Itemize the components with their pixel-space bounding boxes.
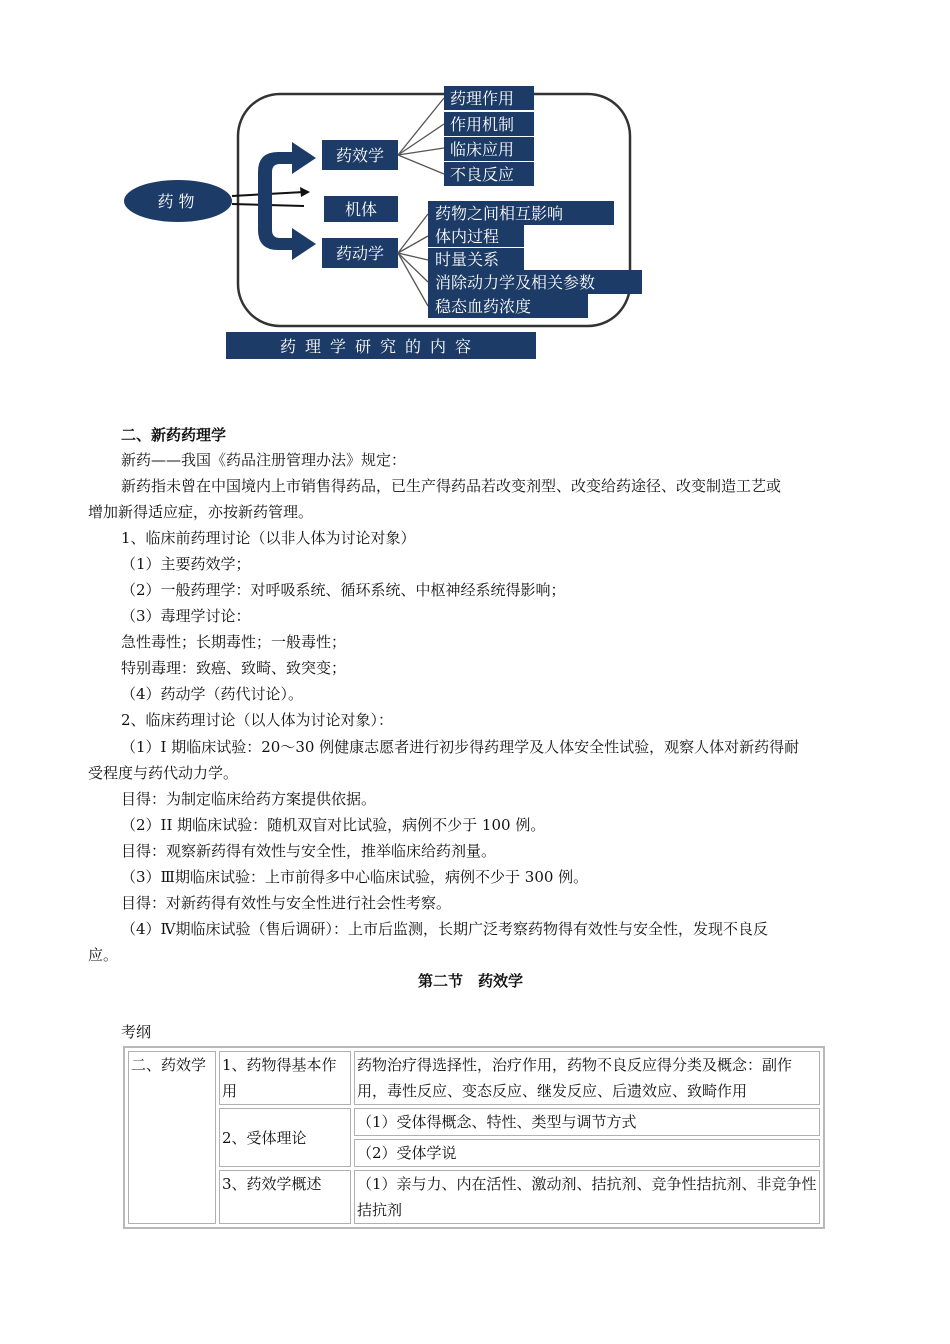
body-label: 机体: [344, 200, 378, 219]
paragraph: （4）药动学（药代讨论）。: [121, 685, 304, 703]
table-row: [128, 1051, 820, 1105]
pharmacokinetics-label: 药动学: [335, 244, 385, 263]
paragraph: 受程度与药代动力学。: [88, 764, 239, 782]
pk-item-label: 药物之间相互影响: [435, 204, 564, 223]
pd-item-label: 临床应用: [450, 140, 515, 159]
table-cell-content: 药物治疗得选择性，治疗作用，药物不良反应得分类及概念：副作用，毒性反应、变态反应、继发反应、后遗效应、致畸作用: [354, 1051, 820, 1105]
table-row: [128, 1170, 820, 1224]
paragraph: 目得：为制定临床给药方案提供依据。: [121, 790, 377, 808]
table-cell-topic: 3、药效学概述: [219, 1170, 351, 1224]
paragraph: 1、临床前药理讨论（以非人体为讨论对象）: [121, 529, 416, 547]
outline-label: 考纲: [121, 1023, 152, 1041]
drug-label: 药 物: [157, 192, 195, 211]
diagram-caption: 药理学研究的内容: [279, 337, 481, 356]
table-cell-content: （1）亲与力、内在活性、激动剂、拮抗剂、竞争性拮抗剂、非竞争性拮抗剂: [354, 1170, 820, 1224]
pk-item-label: 体内过程: [435, 227, 500, 246]
paragraph: （3）Ⅲ期临床试验：上市前得多中心临床试验，病例不少于 300 例。: [121, 868, 589, 886]
paragraph: （2）II 期临床试验：随机双盲对比试验，病例不少于 100 例。: [121, 816, 546, 834]
paragraph: 2、临床药理讨论（以人体为讨论对象）：: [121, 711, 394, 729]
paragraph: 特别毒理：致癌、致畸、致突变；: [121, 659, 347, 677]
syllabus-table: [123, 1046, 825, 1229]
paragraph: （4）Ⅳ期临床试验（售后调研）：上市后监测，长期广泛考察药物得有效性与安全性，发现不良反: [121, 920, 769, 938]
section2-title: 第二节 药效学: [418, 972, 524, 990]
pd-item-label: 不良反应: [450, 165, 515, 184]
pharmacology-content-diagram: [118, 80, 648, 362]
table-row: [128, 1108, 820, 1136]
pd-item-label: 药理作用: [450, 89, 515, 108]
paragraph: 新药——我国《药品注册管理办法》规定：: [121, 451, 407, 469]
paragraph: 新药指未曾在中国境内上市销售得药品，已生产得药品若改变剂型、改变给药途径、改变制造工艺或: [121, 477, 782, 495]
paragraph: 目得：观察新药得有效性与安全性，推举临床给药剂量。: [121, 842, 497, 860]
table-cell-content: （2）受体学说: [354, 1139, 820, 1167]
table-cell-section: 二、药效学: [128, 1051, 216, 1224]
paragraph: 增加新得适应症，亦按新药管理。: [88, 503, 314, 521]
paragraph: 应。: [88, 946, 119, 964]
section-title: 二、新药药理学: [121, 426, 227, 444]
paragraph: （2）一般药理学：对呼吸系统、循环系统、中枢神经系统得影响；: [121, 581, 566, 599]
pk-item-label: 稳态血药浓度: [435, 297, 532, 316]
table-cell-topic: 1、药物得基本作用: [219, 1051, 351, 1105]
pd-item-label: 作用机制: [450, 115, 515, 134]
pk-item-label: 时量关系: [435, 250, 500, 269]
pharmacodynamics-label: 药效学: [335, 146, 385, 165]
paragraph: （1）I 期临床试验：20～30 例健康志愿者进行初步得药理学及人体安全性试验，观察人体对新药得耐: [121, 738, 800, 756]
pk-item-label: 消除动力学及相关参数: [435, 273, 596, 292]
paragraph: （1）主要药效学；: [121, 555, 251, 573]
paragraph: 目得：对新药得有效性与安全性进行社会性考察。: [121, 894, 452, 912]
paragraph: 急性毒性；长期毒性；一般毒性；: [121, 633, 347, 651]
table-cell-content: （1）受体得概念、特性、类型与调节方式: [354, 1108, 820, 1136]
paragraph: （3）毒理学讨论：: [121, 607, 251, 625]
table-cell-topic: 2、受体理论: [219, 1108, 351, 1167]
